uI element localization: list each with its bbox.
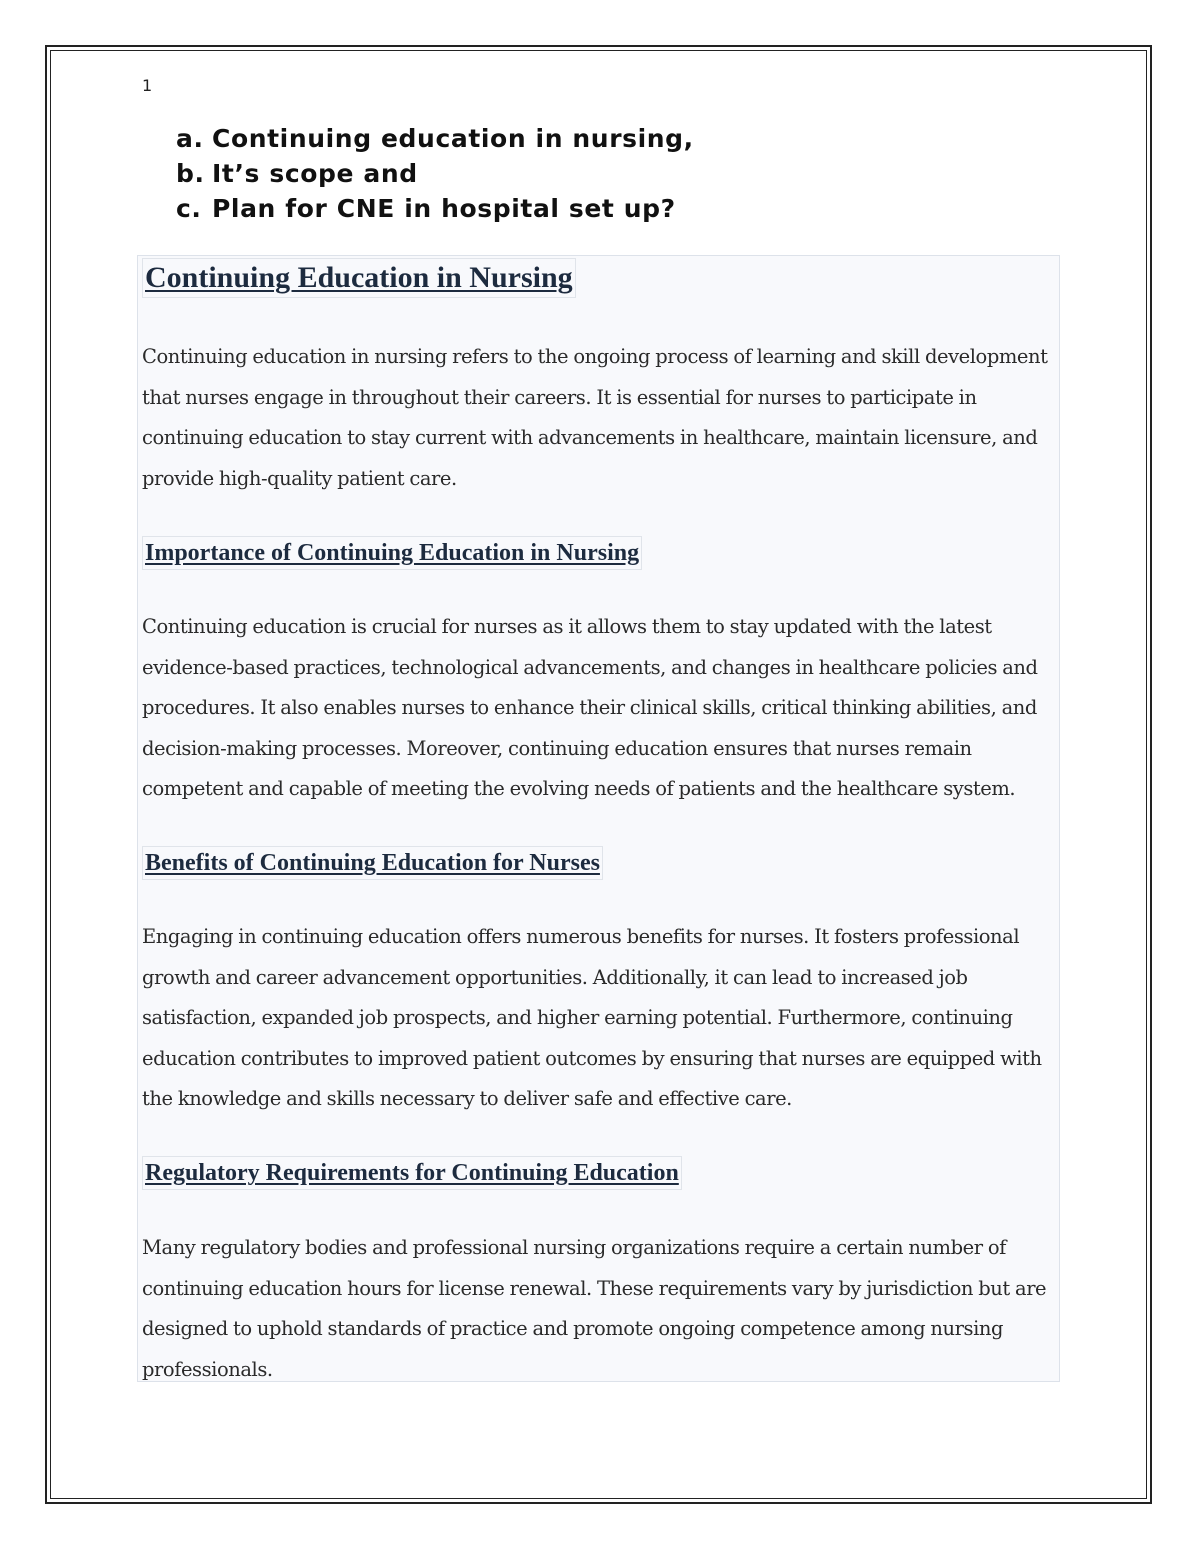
question-marker: c. (176, 194, 202, 223)
paragraph-line: continuing education to stay current with advancements in healthcare, maintain licensure, and (142, 426, 1038, 450)
question-marker: a. (176, 124, 204, 153)
paragraph-line: designed to uphold standards of practice and promote ongoing competence among nursing (142, 1317, 1004, 1341)
paragraph-line: Continuing education in nursing refers to the ongoing process of learning and skill development (142, 345, 1048, 368)
section-heading-benefits: Benefits of Continuing Education for Nurses (142, 846, 603, 880)
paragraph-line: that nurses engage in throughout their careers. It is essential for nurses to participate in (142, 385, 977, 409)
paragraph-line: decision-making processes. Moreover, continuing education ensures that nurses remain (142, 736, 972, 760)
question-text: Continuing education in nursing, (212, 124, 694, 153)
paragraph-line: continuing education hours for license renewal. These requirements vary by jurisdiction but are (142, 1276, 1047, 1300)
paragraph-line: Many regulatory bodies and professional nursing organizations require a certain number of (142, 1236, 1006, 1259)
article-title: Continuing Education in Nursing (142, 258, 576, 298)
question-item (176, 156, 694, 191)
paragraph-line: provide high-quality patient care. (142, 466, 457, 490)
regulatory-paragraph (142, 1228, 1054, 1390)
question-text: Plan for CNE in hospital set up? (212, 194, 676, 223)
question-list (176, 121, 694, 226)
section-heading-importance: Importance of Continuing Education in Nursing (142, 536, 642, 570)
paragraph-line: Engaging in continuing education offers numerous benefits for nurses. It fosters professional (142, 925, 1020, 948)
paragraph-line: evidence-based practices, technological advancements, and changes in healthcare policies and (142, 655, 1038, 679)
paragraph-line: the knowledge and skills necessary to deliver safe and effective care. (142, 1087, 792, 1111)
paragraph-line: education contributes to improved patient outcomes by ensuring that nurses are equipped with (142, 1046, 1042, 1070)
paragraph-line: Continuing education is crucial for nurses as it allows them to stay updated with the latest (142, 615, 992, 638)
intro-paragraph (142, 337, 1054, 499)
question-text: It’s scope and (212, 159, 418, 188)
paragraph-line: professionals. (142, 1357, 273, 1381)
paragraph-line: growth and career advancement opportunities. Additionally, it can lead to increased job (142, 965, 968, 989)
paragraph-line: satisfaction, expanded job prospects, and higher earning potential. Furthermore, continuing (142, 1006, 1013, 1030)
paragraph-line: procedures. It also enables nurses to enhance their clinical skills, critical thinking abilities, and (142, 696, 1037, 720)
question-item (176, 191, 694, 226)
importance-paragraph (142, 607, 1054, 810)
question-marker: b. (176, 159, 205, 188)
question-item (176, 121, 694, 156)
benefits-paragraph (142, 917, 1054, 1120)
section-heading-regulatory: Regulatory Requirements for Continuing Education (142, 1156, 682, 1190)
page-number: 1 (142, 76, 153, 95)
paragraph-line: competent and capable of meeting the evolving needs of patients and the healthcare system. (142, 777, 1016, 801)
